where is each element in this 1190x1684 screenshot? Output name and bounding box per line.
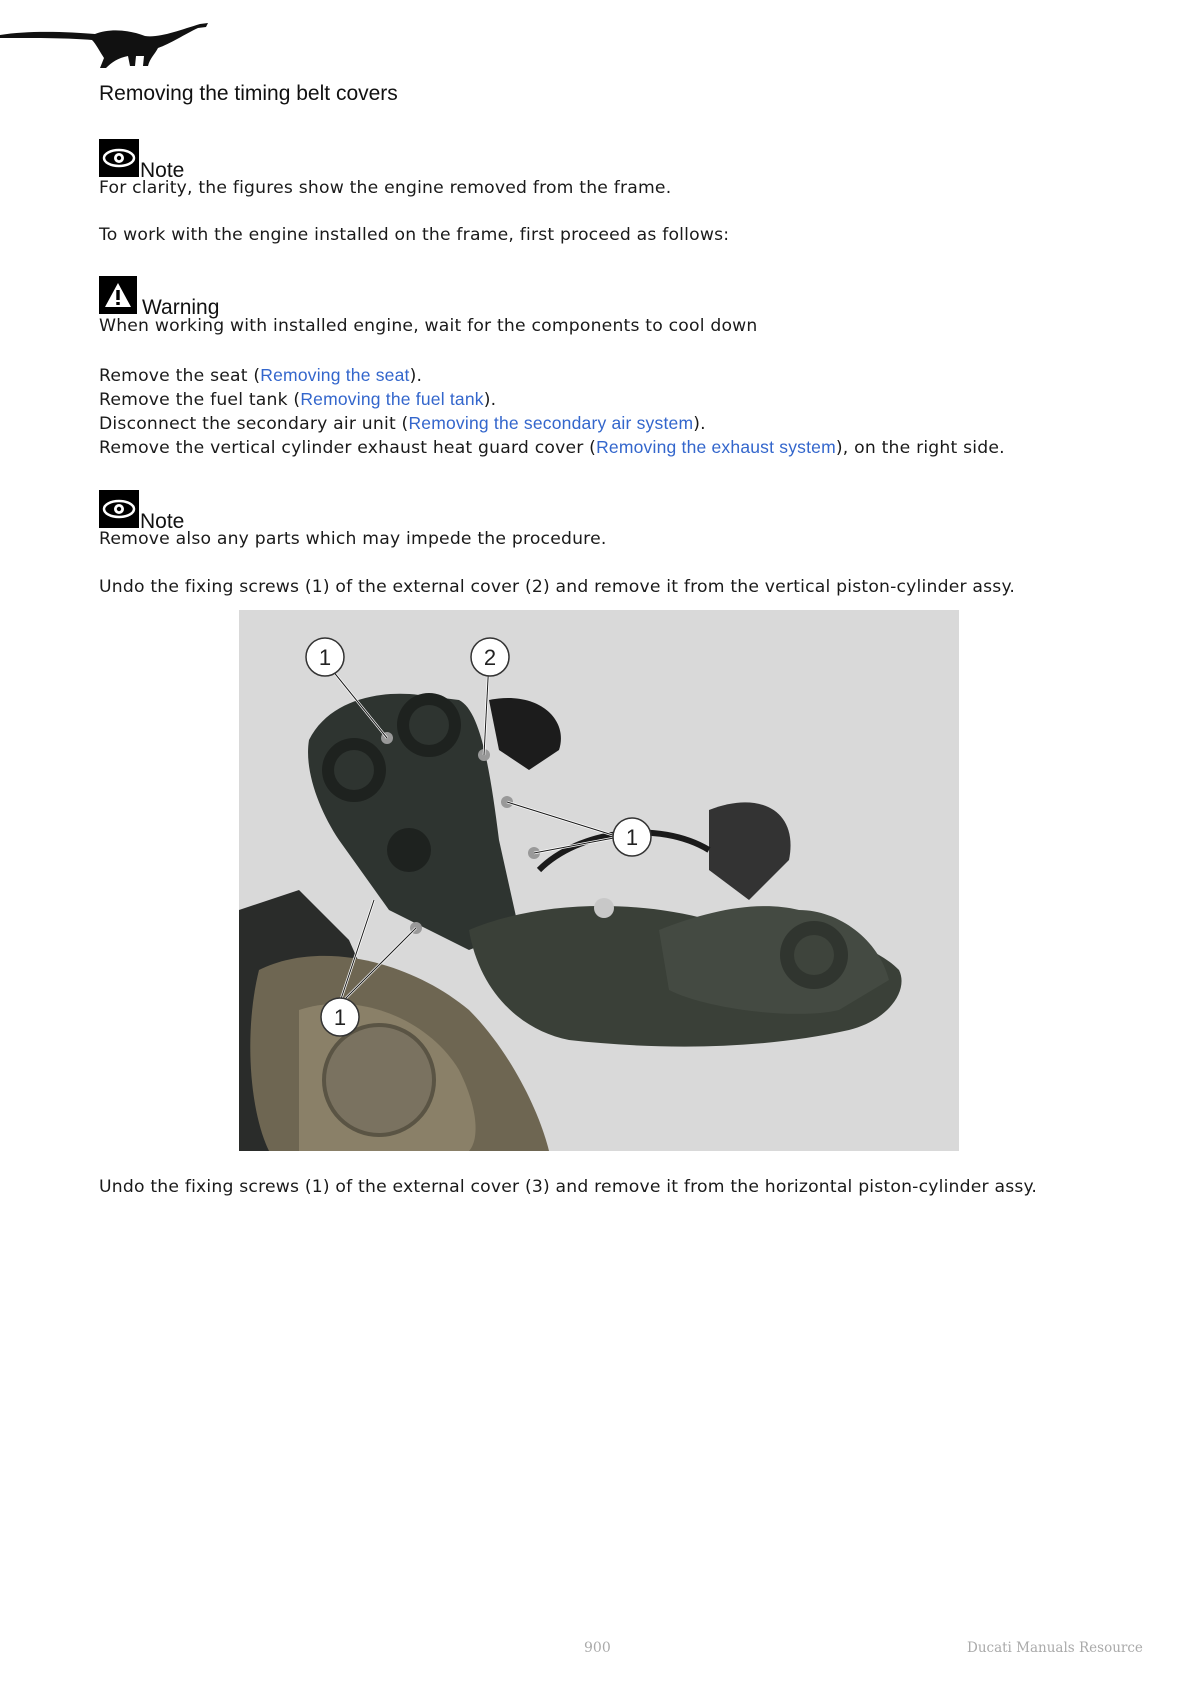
eye-icon: [99, 490, 139, 528]
step-text: Remove the fuel tank (: [99, 390, 301, 410]
step-text: Remove the seat (: [99, 366, 261, 386]
warning-triangle-icon: [99, 276, 137, 314]
note-callout-2: [99, 490, 185, 533]
warning-label: Warning: [142, 296, 220, 319]
callout-number: 1: [333, 1005, 347, 1030]
step-remove-fuel-tank: [99, 389, 496, 410]
step-text: ), on the right side.: [835, 438, 1005, 458]
engine-illustration: [239, 610, 959, 1151]
callout-1-bottom: [321, 998, 359, 1036]
eye-icon: [99, 139, 139, 177]
step-text: ).: [409, 366, 423, 386]
warning-text: When working with installed engine, wait for the components to cool down: [99, 316, 758, 336]
step-text: Remove the vertical cylinder exhaust heat guard cover (: [99, 438, 597, 458]
step-text: ).: [483, 390, 497, 410]
callout-2: [471, 638, 509, 676]
link-removing-exhaust-system[interactable]: Removing the exhaust system: [596, 437, 836, 457]
instruction-horizontal-cover: Undo the fixing screws (1) of the external cover (3) and remove it from the horizontal piston-cylinder assy.: [99, 1177, 1038, 1197]
step-remove-heat-guard: [99, 437, 1005, 458]
link-removing-secondary-air-system[interactable]: Removing the secondary air system: [408, 413, 694, 433]
note-callout: [99, 139, 185, 182]
note-text: For clarity, the figures show the engine removed from the frame.: [99, 178, 672, 198]
callout-1-right: [613, 818, 651, 856]
engine-figure: [239, 610, 959, 1151]
step-text: ).: [693, 414, 706, 434]
note-label: Note: [140, 159, 185, 182]
link-removing-fuel-tank[interactable]: Removing the fuel tank: [300, 389, 484, 409]
callout-1-top: [306, 638, 344, 676]
page-title: Removing the timing belt covers: [99, 82, 398, 105]
callout-number: 2: [483, 645, 497, 670]
step-remove-seat: [99, 365, 422, 386]
callout-number: 1: [625, 825, 639, 850]
note-label: Note: [140, 510, 185, 533]
step-disconnect-air-unit: [99, 413, 706, 434]
step-text: Disconnect the secondary air unit (: [99, 414, 409, 434]
warning-callout: [99, 276, 220, 319]
link-removing-seat[interactable]: Removing the seat: [260, 365, 410, 385]
footer-brand: Ducati Manuals Resource: [967, 1640, 1143, 1656]
instruction-vertical-cover: Undo the fixing screws (1) of the external cover (2) and remove it from the vertical piston-cylinder assy.: [99, 577, 1016, 597]
note-text-2: Remove also any parts which may impede the procedure.: [99, 529, 607, 549]
callout-number: 1: [318, 645, 332, 670]
intro-text: To work with the engine installed on the frame, first proceed as follows:: [99, 225, 730, 245]
dinosaur-logo-icon: [0, 18, 210, 70]
page-number: 900: [584, 1640, 611, 1656]
